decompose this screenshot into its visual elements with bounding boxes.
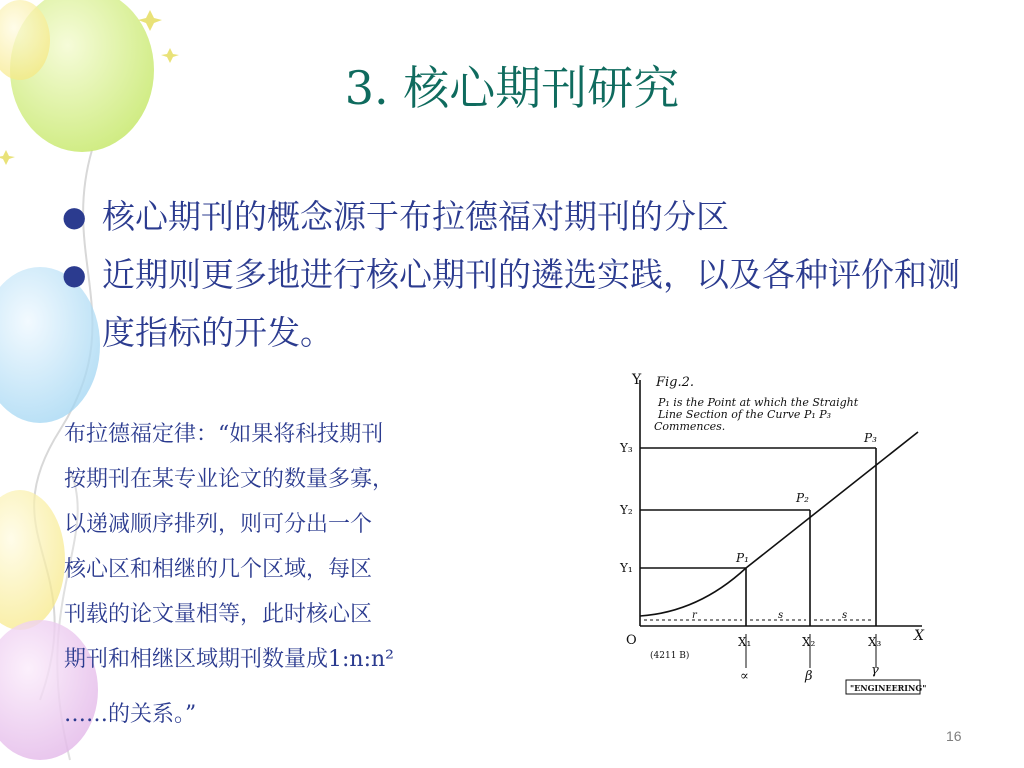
quote-line: 刊载的论文量相等，此时核心区 (64, 602, 373, 627)
segment-label: s (778, 610, 784, 621)
quote-tail: ……的关系。” (64, 702, 197, 727)
origin-label: O (626, 633, 637, 648)
bottom-symbol: ∝ (740, 669, 749, 684)
segment-label: s (842, 610, 848, 621)
bullet-dot-icon: ● (62, 200, 87, 233)
figure-note: Commences. (654, 420, 726, 433)
x-tick-label: X₂ (802, 635, 816, 649)
quote-line: 以递减顺序排列，则可分出一个 (64, 512, 373, 537)
figure-caption: Fig.2. (656, 375, 695, 390)
y-tick-label: Y₁ (620, 561, 633, 575)
bullet-dot-icon: ● (62, 258, 87, 291)
x-tick-label: X₃ (868, 635, 882, 649)
y-tick-label: Y₃ (620, 441, 633, 455)
point-label: P₁ (736, 551, 749, 565)
point-label: P₃ (864, 431, 877, 445)
bullet-text: 近期则更多地进行核心期刊的遴选实践，以及各种评价和测度指标的开发。 (102, 255, 960, 352)
figure-note: Line Section of the Curve P₁ P₃ (658, 408, 832, 421)
bottom-symbol: β (805, 669, 813, 684)
axis-x-label: X (914, 628, 924, 644)
bullet-list (62, 188, 982, 362)
bradford-quote (64, 412, 544, 737)
x-tick-label: X₁ (738, 635, 752, 649)
quote-line: 按期刊在某专业论文的数量多寡， (64, 467, 395, 492)
segment-label: r (692, 610, 697, 621)
bradford-figure (614, 368, 934, 708)
engineering-stamp: "ENGINEERING" (850, 683, 927, 693)
bottom-symbol: γ (871, 663, 879, 678)
point-label: P₂ (796, 491, 809, 505)
bullet-item (62, 188, 982, 246)
axis-y-label: Y (632, 372, 642, 388)
ref-mark: (4211 B) (650, 651, 690, 661)
quote-line: 核心区和相继的几个区域，每区 (64, 557, 373, 582)
y-tick-label: Y₂ (620, 503, 633, 517)
quote-line: 布拉德福定律：“如果将科技期刊 (64, 422, 384, 447)
slide-title: 3. 核心期刊研究 (344, 61, 680, 115)
quote-line: 期刊和相继区域期刊数量成1:n:n² (64, 647, 394, 672)
bullet-item (62, 246, 982, 362)
page-number: 16 (946, 728, 962, 744)
bullet-text: 核心期刊的概念源于布拉德福对期刊的分区 (102, 197, 729, 236)
figure-note: P₁ is the Point at which the Straight (658, 396, 859, 409)
